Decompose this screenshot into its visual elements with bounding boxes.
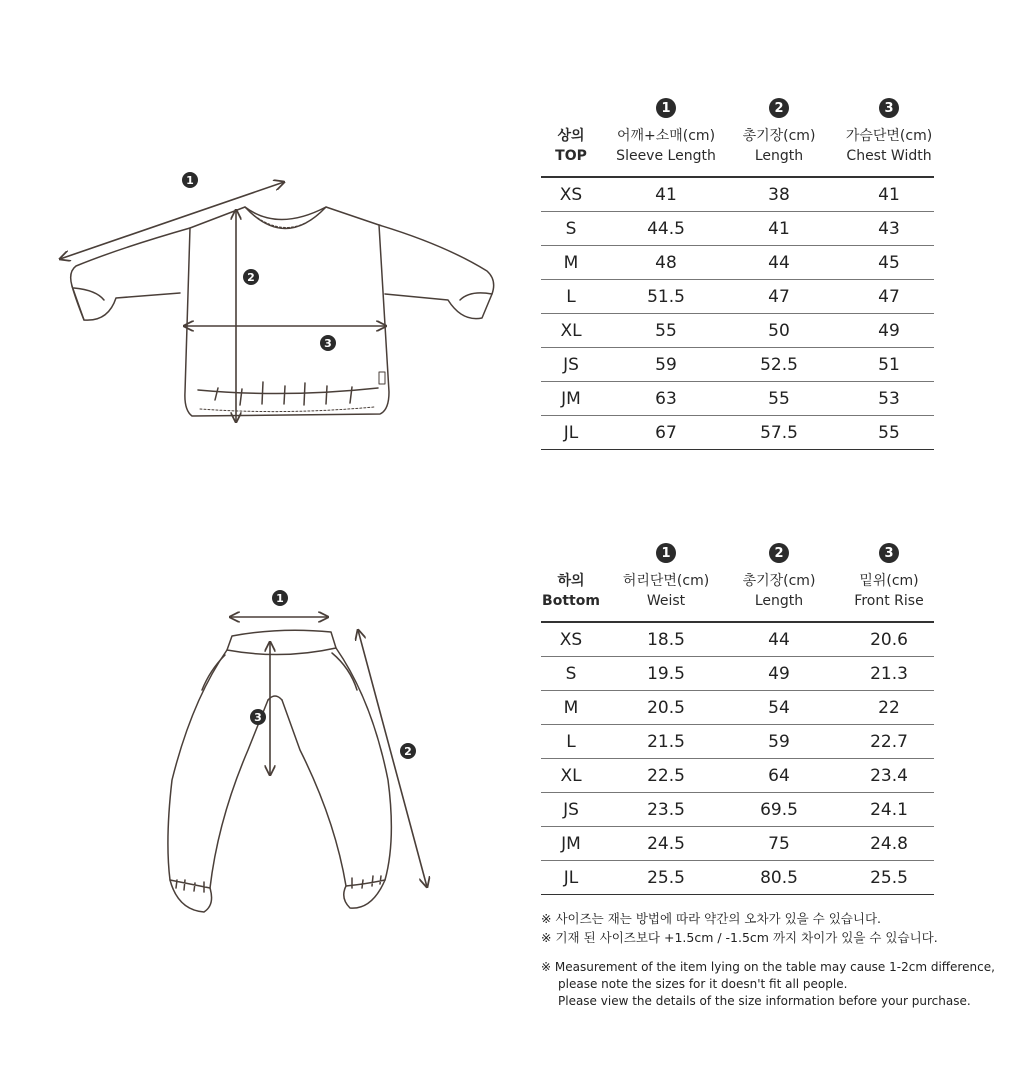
value-cell: 51 bbox=[878, 354, 900, 375]
value-cell: 63 bbox=[655, 388, 677, 409]
title-en: TOP bbox=[555, 148, 587, 164]
marker-2-label: 2 bbox=[247, 271, 255, 284]
table-row bbox=[541, 178, 934, 212]
top-table-header bbox=[541, 98, 934, 178]
value-cell: 44 bbox=[768, 629, 790, 650]
size-cell: XL bbox=[560, 765, 582, 786]
value-cell: 49 bbox=[768, 663, 790, 684]
title-en: Bottom bbox=[542, 593, 600, 609]
value-cell: 22 bbox=[878, 697, 900, 718]
table-row bbox=[541, 416, 934, 450]
size-cell: S bbox=[565, 663, 577, 684]
table-row bbox=[541, 348, 934, 382]
value-cell: 21.3 bbox=[870, 663, 908, 684]
note-ko-1: ※ 사이즈는 재는 방법에 따라 약간의 오차가 있을 수 있습니다. bbox=[541, 911, 882, 926]
size-cell: XL bbox=[560, 320, 582, 341]
bottom-size-table bbox=[541, 543, 934, 895]
value-cell: 55 bbox=[878, 422, 900, 443]
size-cell: M bbox=[563, 252, 579, 273]
value-cell: 64 bbox=[768, 765, 790, 786]
value-cell: 22.5 bbox=[647, 765, 685, 786]
size-cell: L bbox=[566, 286, 576, 307]
size-cell: JM bbox=[561, 833, 581, 854]
bottom-garment-illustration bbox=[150, 580, 440, 920]
value-cell: 67 bbox=[655, 422, 677, 443]
table-row bbox=[541, 827, 934, 861]
column-header-length bbox=[743, 126, 816, 166]
bottom-table-body bbox=[541, 623, 934, 895]
value-cell: 38 bbox=[768, 184, 790, 205]
column-1-badge-icon: 1 bbox=[656, 98, 676, 118]
column-header-ko: 밑위(cm) bbox=[859, 573, 919, 589]
value-cell: 51.5 bbox=[647, 286, 685, 307]
column-2-badge-icon: 2 bbox=[769, 543, 789, 563]
note-en bbox=[541, 959, 995, 1010]
column-1-badge-icon: 1 bbox=[656, 543, 676, 563]
value-cell: 44 bbox=[768, 252, 790, 273]
top-table-body bbox=[541, 178, 934, 450]
bottom-table-header bbox=[541, 543, 934, 623]
value-cell: 41 bbox=[655, 184, 677, 205]
note-en-2: please note the sizes for it doesn't fit all people. bbox=[558, 977, 848, 991]
value-cell: 24.5 bbox=[647, 833, 685, 854]
value-cell: 24.8 bbox=[870, 833, 908, 854]
value-cell: 75 bbox=[768, 833, 790, 854]
value-cell: 59 bbox=[655, 354, 677, 375]
value-cell: 55 bbox=[768, 388, 790, 409]
value-cell: 24.1 bbox=[870, 799, 908, 820]
column-header-en: Front Rise bbox=[854, 593, 924, 609]
value-cell: 59 bbox=[768, 731, 790, 752]
table-row bbox=[541, 246, 934, 280]
size-cell: M bbox=[563, 697, 579, 718]
column-header-front-rise bbox=[854, 571, 923, 611]
value-cell: 23.4 bbox=[870, 765, 908, 786]
size-cell: JS bbox=[563, 799, 579, 820]
value-cell: 48 bbox=[655, 252, 677, 273]
column-header-waist bbox=[623, 571, 709, 611]
table-row bbox=[541, 725, 934, 759]
size-cell: JL bbox=[563, 867, 579, 888]
note-ko-2: ※ 기재 된 사이즈보다 +1.5cm / -1.5cm 까지 차이가 있을 수 있습니다. bbox=[541, 930, 938, 945]
value-cell: 43 bbox=[878, 218, 900, 239]
value-cell: 49 bbox=[878, 320, 900, 341]
size-notes bbox=[541, 909, 995, 1010]
value-cell: 20.6 bbox=[870, 629, 908, 650]
value-cell: 80.5 bbox=[760, 867, 798, 888]
column-header-sleeve bbox=[616, 126, 716, 166]
value-cell: 25.5 bbox=[870, 867, 908, 888]
table-row bbox=[541, 861, 934, 895]
size-cell: JS bbox=[563, 354, 579, 375]
marker-1-label: 1 bbox=[276, 592, 284, 605]
column-header-ko: 가슴단면(cm) bbox=[845, 128, 933, 144]
value-cell: 53 bbox=[878, 388, 900, 409]
column-header-chest bbox=[846, 126, 932, 166]
size-cell: XS bbox=[559, 629, 583, 650]
size-cell: L bbox=[566, 731, 576, 752]
pants-length-arrow bbox=[358, 630, 427, 887]
value-cell: 25.5 bbox=[647, 867, 685, 888]
size-cell: JL bbox=[563, 422, 579, 443]
column-3-badge-icon: 3 bbox=[879, 98, 899, 118]
column-header-ko: 어깨+소매(cm) bbox=[616, 128, 716, 144]
table-row bbox=[541, 212, 934, 246]
marker-3-label: 3 bbox=[324, 337, 332, 350]
value-cell: 18.5 bbox=[647, 629, 685, 650]
value-cell: 45 bbox=[878, 252, 900, 273]
size-cell: JM bbox=[561, 388, 581, 409]
table-row bbox=[541, 759, 934, 793]
column-2-badge-icon: 2 bbox=[769, 98, 789, 118]
marker-2-label: 2 bbox=[404, 745, 412, 758]
value-cell: 20.5 bbox=[647, 697, 685, 718]
column-3-badge-icon: 3 bbox=[879, 543, 899, 563]
table-row bbox=[541, 657, 934, 691]
column-header-length bbox=[743, 571, 816, 611]
value-cell: 55 bbox=[655, 320, 677, 341]
value-cell: 41 bbox=[878, 184, 900, 205]
value-cell: 54 bbox=[768, 697, 790, 718]
size-cell: XS bbox=[559, 184, 583, 205]
table-row bbox=[541, 691, 934, 725]
table-row bbox=[541, 623, 934, 657]
size-cell: S bbox=[565, 218, 577, 239]
value-cell: 52.5 bbox=[760, 354, 798, 375]
value-cell: 69.5 bbox=[760, 799, 798, 820]
value-cell: 21.5 bbox=[647, 731, 685, 752]
table-row bbox=[541, 314, 934, 348]
note-en-1: ※ Measurement of the item lying on the table may cause 1-2cm difference, bbox=[541, 960, 995, 974]
top-garment-illustration bbox=[40, 160, 520, 440]
value-cell: 44.5 bbox=[647, 218, 685, 239]
column-header-en: Weist bbox=[646, 593, 686, 609]
column-header-ko: 총기장(cm) bbox=[742, 128, 816, 144]
value-cell: 23.5 bbox=[647, 799, 685, 820]
bottom-table-title bbox=[542, 571, 600, 611]
column-header-en: Sleeve Length bbox=[616, 148, 716, 164]
table-row bbox=[541, 280, 934, 314]
value-cell: 41 bbox=[768, 218, 790, 239]
table-row bbox=[541, 382, 934, 416]
column-header-en: Chest Width bbox=[846, 148, 932, 164]
value-cell: 57.5 bbox=[760, 422, 798, 443]
value-cell: 22.7 bbox=[870, 731, 908, 752]
value-cell: 19.5 bbox=[647, 663, 685, 684]
top-size-table bbox=[541, 98, 934, 450]
column-header-en: Length bbox=[754, 593, 804, 609]
value-cell: 47 bbox=[878, 286, 900, 307]
column-header-en: Length bbox=[754, 148, 804, 164]
column-header-ko: 허리단면(cm) bbox=[622, 573, 710, 589]
note-en-3: Please view the details of the size information before your purchase. bbox=[558, 994, 971, 1008]
title-ko: 하의 bbox=[557, 573, 585, 589]
top-table-title bbox=[555, 126, 587, 166]
sleeve-length-arrow bbox=[60, 182, 284, 259]
table-row bbox=[541, 793, 934, 827]
value-cell: 50 bbox=[768, 320, 790, 341]
marker-3-label: 3 bbox=[254, 711, 262, 724]
marker-1-label: 1 bbox=[186, 174, 194, 187]
title-ko: 상의 bbox=[557, 128, 585, 144]
column-header-ko: 총기장(cm) bbox=[742, 573, 816, 589]
value-cell: 47 bbox=[768, 286, 790, 307]
